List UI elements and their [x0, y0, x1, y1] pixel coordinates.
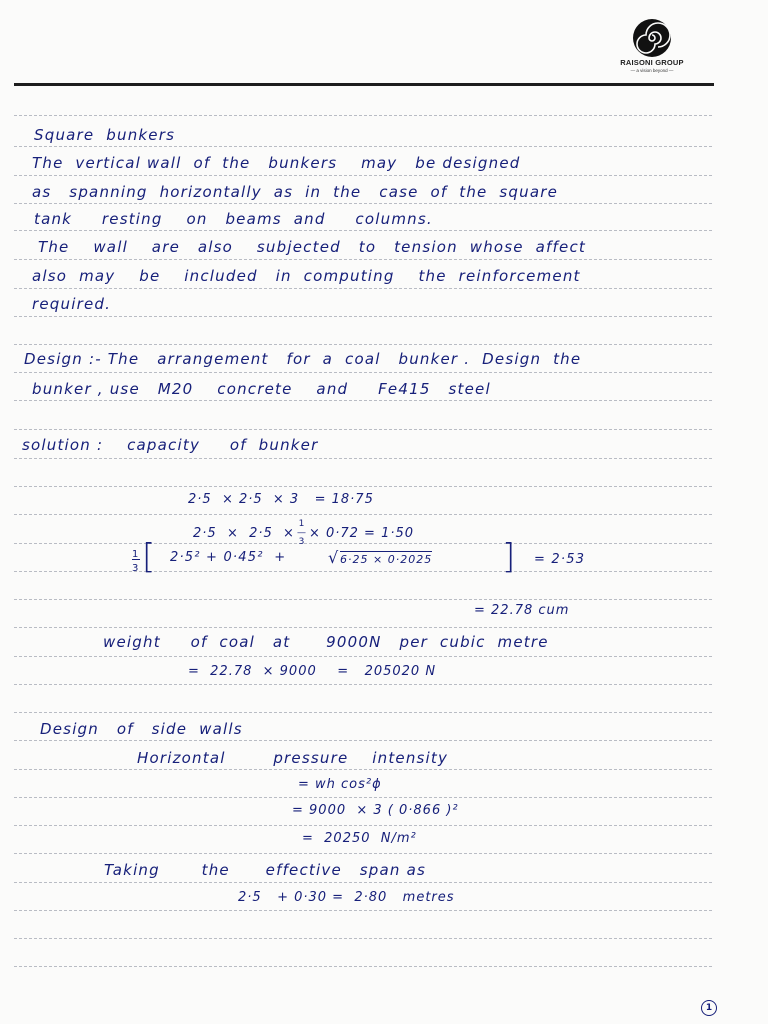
ruled-line: [14, 115, 712, 116]
fraction-numerator: 1: [132, 549, 139, 560]
ruled-line: [14, 797, 712, 798]
ruled-line: [14, 599, 712, 600]
left-bracket: [: [142, 537, 156, 577]
ruled-line: [14, 203, 712, 204]
ruled-line: [14, 344, 712, 345]
section-title: Square bunkers: [34, 126, 176, 144]
ruled-line: [14, 938, 712, 939]
ruled-line: [14, 230, 712, 231]
ruled-line: [14, 656, 712, 657]
ruled-line: [14, 288, 712, 289]
fraction-bar: [132, 559, 140, 560]
ruled-line: [14, 400, 712, 401]
ruled-line: [14, 175, 712, 176]
ruled-line: [14, 684, 712, 685]
solution-heading: solution : capacity of bunker: [22, 436, 319, 454]
ruled-line: [14, 853, 712, 854]
ruled-line: [14, 910, 712, 911]
ruled-line: [14, 429, 712, 430]
text-line: also may be included in computing the reinforcement: [32, 267, 581, 285]
text-line: The vertical wall of the bunkers may be designed: [32, 154, 521, 172]
text-line: as spanning horizontally as in the case of the square: [32, 183, 559, 201]
formula-result: = 2·53: [534, 552, 586, 567]
ruled-line: [14, 146, 712, 147]
text-line: bunker , use M20 concrete and Fe415 steel: [32, 380, 491, 398]
design-side-walls-heading: Design of side walls: [40, 720, 243, 738]
text-line: Taking the effective span as: [104, 861, 426, 879]
fraction-denominator: 3: [132, 563, 139, 574]
ruled-line: [14, 259, 712, 260]
ruled-line: [14, 316, 712, 317]
header-rule: [14, 83, 714, 86]
ruled-line: [14, 769, 712, 770]
design-heading: Design :- The arrangement for a coal bunker . Design the: [24, 350, 582, 368]
ruled-line: [14, 882, 712, 883]
ruled-line: [14, 627, 712, 628]
ruled-line: [14, 514, 712, 515]
equation-line: 2·5 × 2·5 ×1 — 3× 0·72 = 1·50: [193, 519, 415, 547]
ruled-line: [14, 825, 712, 826]
equation-line: = 22.78 × 9000 = 205020 N: [188, 664, 437, 679]
text-line: Horizontal pressure intensity: [137, 749, 449, 767]
equation-line: = 22.78 cum: [474, 603, 570, 618]
text-line: required.: [32, 295, 112, 313]
page-number: 1: [701, 1000, 717, 1016]
text-line: tank resting on beams and columns.: [34, 210, 433, 228]
equation-line: = 20250 N/m²: [302, 831, 417, 846]
equation-line: = 9000 × 3 ( 0·866 )²: [292, 803, 459, 818]
text-line: The wall are also subjected to tension whose affect: [32, 238, 586, 256]
spiral-logo-icon: [630, 18, 674, 58]
logo-name: RAISONI GROUP: [620, 58, 684, 67]
right-bracket: ]: [502, 537, 516, 577]
ruled-line: [14, 712, 712, 713]
ruled-line: [14, 458, 712, 459]
text-line: weight of coal at 9000N per cubic metre: [103, 633, 549, 651]
ruled-line: [14, 966, 712, 967]
ruled-line: [14, 372, 712, 373]
equation-line: 2·5 + 0·30 = 2·80 metres: [238, 890, 455, 905]
sqrt-icon: √: [328, 548, 339, 567]
sqrt-body: 6·25 × 0·2025: [340, 553, 433, 566]
ruled-line: [14, 486, 712, 487]
ruled-line: [14, 740, 712, 741]
formula-body: 2·5² + 0·45² +: [170, 550, 287, 565]
logo-tagline: — a vision beyond —: [630, 68, 674, 73]
equation-line: 2·5 × 2·5 × 3 = 18·75: [188, 492, 374, 507]
equation-line: = wh cos²ϕ: [298, 777, 382, 792]
raisoni-logo: [608, 18, 696, 82]
ruled-line: [14, 571, 712, 572]
